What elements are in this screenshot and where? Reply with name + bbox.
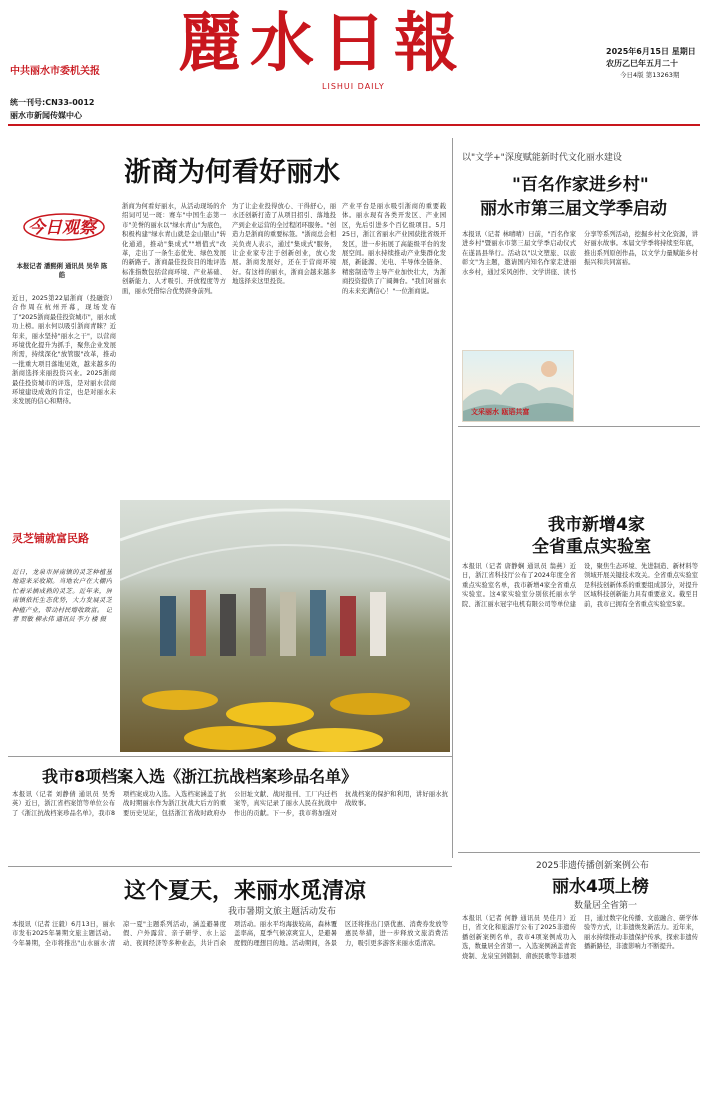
summer-subhead: 我市暑期文旅主题活动发布 [228,907,337,917]
lab-headline-2: 全省重点实验室 [532,537,651,557]
issue-number: 今日4版 第13263期 [620,71,680,79]
lead-column-2: 浙商为何看好丽水，从活动现场的介绍词可见一斑：赛车"中国生态第一市"美誉的丽水以"绿水青山"为底色，积极构建"绿水青山就是金山银山"转化通道，推动"集成式""增值式"改革，走出了一条生态优先、绿色发展的新路子。浙商最佳投资目的地评选标准指数包括营商环境、产业基础、创新能力、人才吸引、开放程度等方面，丽水凭借综合优势跻身前列。 [122,203,226,295]
archives-body: 本报讯（记者 刘静倩 通讯员 吴秀英）近日，浙江省档案馆等单位公布了《浙江抗战档案珍品名单》，我市8项档案成功入选。入选档案涵盖了抗战时期丽水作为浙江抗战大后方的重要历史见证，包括浙江省战时政府办公旧址文献、战时报刊、工厂内迁档案等，真实记录了丽水人民在抗战中作出的贡献。下一步，我市将加强对抗战档案的保护和利用，讲好丽水抗战故事。 [12,791,448,817]
culture-body: 本报讯（记者 林晴晴）日前，"百名作家进乡村"暨丽水市第三届文学季启动仪式在遂昌县举行。活动以"以文塑旅、以旅彰文"为主题，邀请国内知名作家走进丽水乡村，通过采风创作、文学讲座、读书分享等系列活动，挖掘乡村文化资源，讲好丽水故事。本届文学季将持续至年底，推出系列原创作品，以文学力量赋能乡村振兴和共同富裕。 [462,231,698,276]
intangible-body: 本报讯（记者 何静 通讯员 吴佳月）近日，省文化和旅游厅公布了2025非遗传播创新案例名单，我市4项案例成功入选，数量居全省第一。入选案例涵盖青瓷烧制、龙泉宝剑锻制、畲族民歌等非遗项目，通过数字化传播、文旅融合、研学体验等方式，让非遗焕发新活力。近年来，丽水持续推动非遗保护传承，探索非遗传播新路径，非遗影响力不断提升。 [462,915,698,960]
masthead-rule [8,124,700,126]
party-organ-label: 中共丽水市委机关报 [10,66,100,77]
culture-kicker: 以"文学+"深度赋能新时代文化丽水建设 [462,153,622,163]
lead-column-3: 为了让企业投得放心、干得舒心，丽水还创新打造了从项目招引、落地投产到企业运营的全过程闭环服务。"创造力是浙商的重要标签。"浙商总会相关负责人表示，通过"集成式"服务，让企业家专注于创新创业，放心发展。浙商发展好，还在于营商环境好。有这样的丽水，浙商会越来越多地选择来这里投资。 [232,203,336,286]
lead-column-1: 近日，2025第22届浙商（投融资）合作周在杭州开幕，现场发布了"2025浙商最佳投资城市"，丽水成功上榜。丽水何以吸引浙商青睐？近年来，丽水坚持"丽水之干"，以营商环境优化提升为抓手，聚焦企业发展所需，持续深化"放管服"改革，推动一批重大项目落地见效，越来越多的浙商选择来丽投资兴业。2025浙商最佳投资城市的评选，是对丽水营商环境建设成效的肯定，也是对丽水未来发展的信心和期待。 [12,295,116,406]
culture-image [462,350,574,422]
right-divider-1 [458,426,700,427]
greenhouse-scene-icon [120,500,450,752]
intangible-kicker: 2025非遗传播创新案例公布 [536,861,649,871]
lead-column-4: 产业平台是丽水吸引浙商的重要载体。丽水现有各类开发区、产业园区，先后引进多个百亿级项目。5月25日，浙江省丽水产业园获批省级开发区，进一步拓展了高能级平台的发展空间。丽水持续推动产业集群化发展，新能源、光电、半导体全链条、精密制造等主导产业加快壮大，为浙商投资提供了广阔舞台。"我们对丽水的未来充满信心！"一位浙商说。 [342,203,446,295]
lingzhi-photo [120,500,450,752]
intangible-headline: 丽水4项上榜 [552,877,649,897]
culture-image-caption: 文采丽水 瓯语共富 [471,408,530,416]
lunar-date: 农历乙巳年五月二十 [606,59,678,68]
culture-headline-2: 丽水市第三届文学季启动 [480,199,667,219]
issue-date: 2025年6月15日 星期日 [606,47,696,56]
summer-body: 本报讯（记者 汪毅）6月13日，丽水市发布2025年暑期文旅主题活动。今年暑期，全市将推出"山水丽水·清凉一夏"主题系列活动，涵盖避暑度假、户外露营、亲子研学、水上运动、夜间经济等多种业态，共计百余项活动。丽水平均海拔较高，森林覆盖率高，夏季气候凉爽宜人，是避暑度假的理想目的地。活动期间，各景区还将推出门票优惠、消费券发放等惠民举措，进一步释放文旅消费活力，吸引更多游客来丽水觅清凉。 [12,921,448,947]
lab-headline-1: 我市新增4家 [548,515,645,535]
left-divider-2 [8,866,452,867]
lead-headline: 浙商为何看好丽水 [124,157,340,188]
culture-headline-1: "百名作家进乡村" [512,175,649,195]
archives-headline: 我市8项档案入选《浙江抗战档案珍品名单》 [42,767,358,786]
publisher-label: 丽水市新闻传媒中心 [10,111,82,120]
lead-byline: 本报记者 潘熙俐 通讯员 吴华 陈皓 [16,263,108,280]
left-divider-1 [8,756,452,757]
intangible-subhead: 数量居全省第一 [574,901,638,911]
issn-label: 统一刊号:CN33-0012 [10,98,95,107]
right-divider-2 [458,852,700,853]
newspaper-title: 麗水日報 [178,6,466,81]
newspaper-english-name: LISHUI DAILY [322,82,385,91]
photo-story-title: 灵芝铺就富民路 [12,532,89,545]
summer-headline: 这个夏天，来丽水觅清凉 [124,879,367,904]
badge-label: 今日观察 [28,218,96,238]
column-divider-right [452,138,453,858]
photo-story-caption: 近日，龙泉市屏南镇的灵芝种植基地迎来采收期。当地农户在大棚内忙着采摘成熟的灵芝。近年来，屏南镇依托生态优势，大力发展灵芝种植产业，带动村民增收致富。 记者 贾敏 柳永伟 通讯员 李力 楼 摄 [12,569,112,624]
today-observation-badge [16,205,106,245]
lab-body: 本报讯（记者 唐静娴 通讯员 翁燕）近日，浙江省科技厅公布了2024年度全省重点实验室名单，我市新增4家全省重点实验室。这4家实验室分别依托丽水学院、浙江丽水冠宇电机有限公司等单位建设，聚焦生态环境、先进制造、新材料等领域开展关键技术攻关。全省重点实验室是科技创新体系的重要组成部分，对提升区域科技创新能力具有重要意义。截至目前，我市已拥有全省重点实验室5家。 [462,563,698,608]
